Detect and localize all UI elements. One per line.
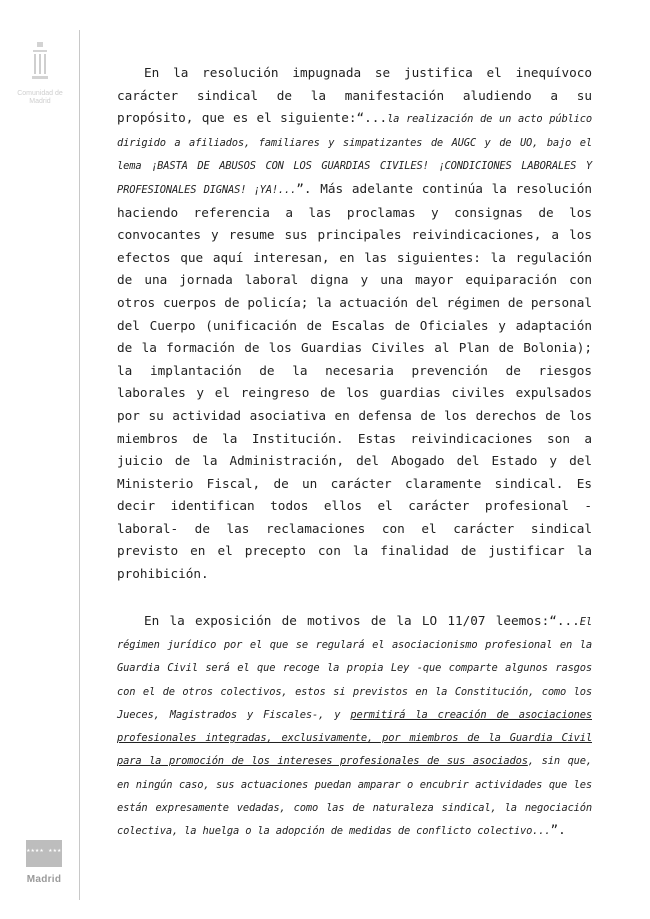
- margin-rule: [79, 30, 80, 900]
- paragraph-2-intro: En la exposición de motivos de la LO 11/07 leemos:“...: [144, 612, 580, 628]
- madrid-logo: [20, 840, 68, 900]
- crest-icon: [29, 40, 51, 84]
- madrid-flag-icon: ★★★★ ★★★: [26, 840, 62, 867]
- paragraph-1-intro: En la resolución impugnada se justifica el inequívoco carácter sindical de la manifestación aludiendo a su propósito, que es el siguiente:“...: [117, 65, 592, 126]
- paragraph-1-quote: la realización de un acto público dirigido a afiliados, familiares y simpatizantes de AUGC y de UO, bajo el lema ¡BASTA DE ABUSOS CON LOS GUARDIAS CIVILES! ¡CONDICIONES LABORALES Y PROFESIONALES DIGNAS! ¡YA!...: [117, 113, 592, 196]
- paragraph-2: [117, 610, 592, 843]
- madrid-logo-text: Madrid: [26, 874, 62, 885]
- paragraph-2-quote: El régimen jurídico por el que se regulará el asociacionismo profesional en la Guardia Civil será el que recoge la propia Ley -que comparte algunos rasgos con el de otros colectivos, estos si previstos en la Constitución, como los Jueces, Magistrados y Fiscales-, y: [117, 615, 592, 721]
- top-logo: [14, 40, 66, 115]
- paragraph-2-quote-end: , sin que, en ningún caso, sus actuaciones puedan amparar o encubrir actividades que les están expresamente vedadas, como las de naturaleza sindical, la negociación colectiva, la huelga o la adopción de medidas de conflicto colectivo...: [117, 755, 593, 838]
- paragraph-1-body: ”. Más adelante continúa la resolución haciendo referencia a las proclamas y consignas de los convocantes y resume sus principales reivindicaciones, a los efectos que aquí interesan, en las siguientes: la regulación de una jornada laboral digna y una mayor equiparación con otros cuerpos de policía; la actuación del régimen de personal del Cuerpo (unificación de Escalas de Oficiales y adaptación de la formación de los Guardias Civiles al Plan de Bolonia); la implantación de la necesaria prevención de riesgos laborales y el reingreso de los guardias civiles expulsados por su actividad asociativa en defensa de los derechos de los miembros de la Institución. Estas reivindicaciones son a juicio de la Administración, del Abogado del Estado y del Ministerio Fiscal, de un carácter claramente sindical. Es decir identifican todos ellos el carácter profesional - laboral- de las reclamaciones con el carácter sindical previsto en el precepto con la finalidad de justificar la prohibición.: [117, 180, 592, 582]
- top-logo-text: Comunidad de Madrid: [17, 90, 63, 105]
- document-body: [117, 62, 592, 843]
- paragraph-2-closing: ”.: [550, 822, 566, 838]
- paragraph-1: [117, 62, 592, 586]
- paragraph-2-underlined-quote: permitirá la creación de asociaciones profesionales integradas, exclusivamente, por miembros de la Guardia Civil para la promoción de los intereses profesionales de sus asociados: [117, 708, 592, 768]
